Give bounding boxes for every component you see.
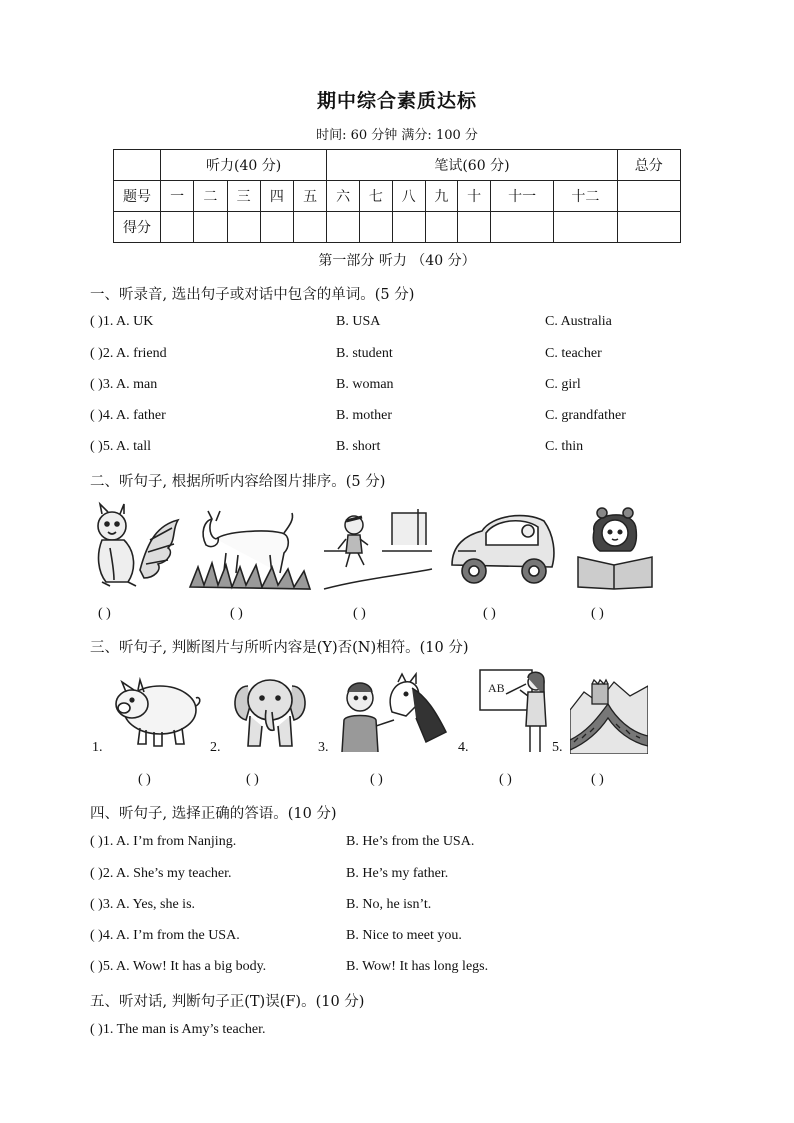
item-option-c: C. grandfather <box>545 408 626 423</box>
elephant-picture <box>228 672 312 752</box>
item-question: ( )1. A. I’m from Nanjing. <box>90 834 237 849</box>
blackboard-text: AB <box>488 681 505 695</box>
item-option-b: B. USA <box>336 314 381 329</box>
section-4-item <box>90 834 710 856</box>
section-5-item <box>90 1022 710 1044</box>
item-option-c: C. thin <box>545 439 584 454</box>
score-table-total: 总分 <box>617 150 680 181</box>
section-1-item <box>90 314 710 336</box>
score-table-num: 五 <box>294 181 327 212</box>
score-cell[interactable] <box>327 212 360 243</box>
section-5-heading: 五、听对话, 判断句子正(T)误(F)。(10 分) <box>90 994 365 1010</box>
score-table-num: 二 <box>194 181 227 212</box>
picture-number: 4. <box>458 740 469 755</box>
section-1-item <box>90 346 710 368</box>
score-table-num: 十二 <box>554 181 617 212</box>
item-question: ( )5. A. Wow! It has a big body. <box>90 959 267 974</box>
item-option-b: B. He’s my father. <box>346 866 449 881</box>
score-table-listening: 听力(40 分) <box>161 150 327 181</box>
score-table-num: 八 <box>392 181 425 212</box>
score-table-num: 七 <box>360 181 393 212</box>
squirrel-picture <box>88 500 184 592</box>
order-blank[interactable]: ( ) <box>230 606 243 621</box>
item-question: ( )1. A. UK <box>90 314 154 329</box>
pig-picture <box>110 672 202 752</box>
score-cell[interactable] <box>554 212 617 243</box>
judge-blank[interactable]: ( ) <box>591 772 604 787</box>
item-option-c: C. Australia <box>545 314 612 329</box>
score-table-corner <box>114 150 161 181</box>
item-question: ( )4. A. father <box>90 408 166 423</box>
score-cell[interactable] <box>260 212 293 243</box>
order-blank[interactable]: ( ) <box>353 606 366 621</box>
score-cell[interactable] <box>360 212 393 243</box>
section-3-heading: 三、听句子, 判断图片与所听内容是(Y)否(N)相符。(10 分) <box>90 640 469 656</box>
item-question: ( )5. A. tall <box>90 439 152 454</box>
score-table-num: 十一 <box>490 181 553 212</box>
item-option-b: B. student <box>336 346 393 361</box>
score-table-num: 六 <box>327 181 360 212</box>
item-option-b: B. He’s from the USA. <box>346 834 475 849</box>
section-4-item <box>90 928 710 950</box>
item-question: ( )1. The man is Amy’s teacher. <box>90 1022 266 1037</box>
item-option-b: B. Nice to meet you. <box>346 928 462 943</box>
section-1-item <box>90 408 710 430</box>
picture-number: 3. <box>318 740 329 755</box>
picture-number: 5. <box>552 740 563 755</box>
section-2-heading: 二、听句子, 根据所听内容给图片排序。(5 分) <box>90 474 386 490</box>
item-option-b: B. No, he isn’t. <box>346 897 432 912</box>
item-question: ( )3. A. Yes, she is. <box>90 897 196 912</box>
score-cell[interactable] <box>490 212 553 243</box>
score-table <box>113 149 681 243</box>
score-table-writing: 笔试(60 分) <box>327 150 617 181</box>
item-question: ( )4. A. I’m from the USA. <box>90 928 240 943</box>
judge-blank[interactable]: ( ) <box>499 772 512 787</box>
score-table-num: 三 <box>227 181 260 212</box>
car-picture <box>446 505 558 591</box>
item-option-b: B. mother <box>336 408 392 423</box>
picture-number: 1. <box>92 740 103 755</box>
score-cell[interactable] <box>392 212 425 243</box>
score-table-num: 一 <box>161 181 194 212</box>
boy-walking-picture <box>322 505 434 593</box>
score-table-number-row <box>114 181 681 212</box>
score-cell[interactable] <box>194 212 227 243</box>
section-1-item <box>90 377 710 399</box>
section-4-item <box>90 866 710 888</box>
teacher-blackboard-picture <box>476 666 552 756</box>
score-table-num: 九 <box>425 181 458 212</box>
section-4-item <box>90 897 710 919</box>
section-1-item <box>90 439 710 461</box>
score-cell[interactable] <box>227 212 260 243</box>
order-blank[interactable]: ( ) <box>98 606 111 621</box>
score-table-num: 十 <box>458 181 491 212</box>
score-table-row-label: 题号 <box>114 181 161 212</box>
item-question: ( )2. A. friend <box>90 346 167 361</box>
part-one-heading: 第一部分 听力 （40 分） <box>318 253 476 269</box>
section-4-item <box>90 959 710 981</box>
section-1-heading: 一、听录音, 选出句子或对话中包含的单词。(5 分) <box>90 287 415 303</box>
judge-blank[interactable]: ( ) <box>246 772 259 787</box>
boy-and-horse-picture <box>336 672 448 754</box>
item-question: ( )2. A. She’s my teacher. <box>90 866 232 881</box>
item-option-c: C. girl <box>545 377 581 392</box>
item-option-c: C. teacher <box>545 346 602 361</box>
judge-blank[interactable]: ( ) <box>370 772 383 787</box>
exam-meta: 时间: 60 分钟 满分: 100 分 <box>316 128 478 143</box>
item-option-b: B. short <box>336 439 381 454</box>
score-cell[interactable] <box>294 212 327 243</box>
score-cell[interactable] <box>458 212 491 243</box>
girl-reading-picture <box>572 501 658 591</box>
goat-picture <box>186 503 314 593</box>
section-4-heading: 四、听句子, 选择正确的答语。(10 分) <box>90 806 337 822</box>
score-cell[interactable] <box>617 212 680 243</box>
order-blank[interactable]: ( ) <box>483 606 496 621</box>
judge-blank[interactable]: ( ) <box>138 772 151 787</box>
great-wall-picture <box>570 670 648 754</box>
score-cell[interactable] <box>425 212 458 243</box>
score-table-row-label: 得分 <box>114 212 161 243</box>
page-title: 期中综合素质达标 <box>316 90 477 112</box>
item-option-b: B. woman <box>336 377 394 392</box>
picture-number: 2. <box>210 740 221 755</box>
score-table-num: 四 <box>260 181 293 212</box>
score-table-score-row <box>114 212 681 243</box>
item-option-b: B. Wow! It has long legs. <box>346 959 489 974</box>
score-table-empty <box>617 181 680 212</box>
score-cell[interactable] <box>161 212 194 243</box>
item-question: ( )3. A. man <box>90 377 158 392</box>
order-blank[interactable]: ( ) <box>591 606 604 621</box>
